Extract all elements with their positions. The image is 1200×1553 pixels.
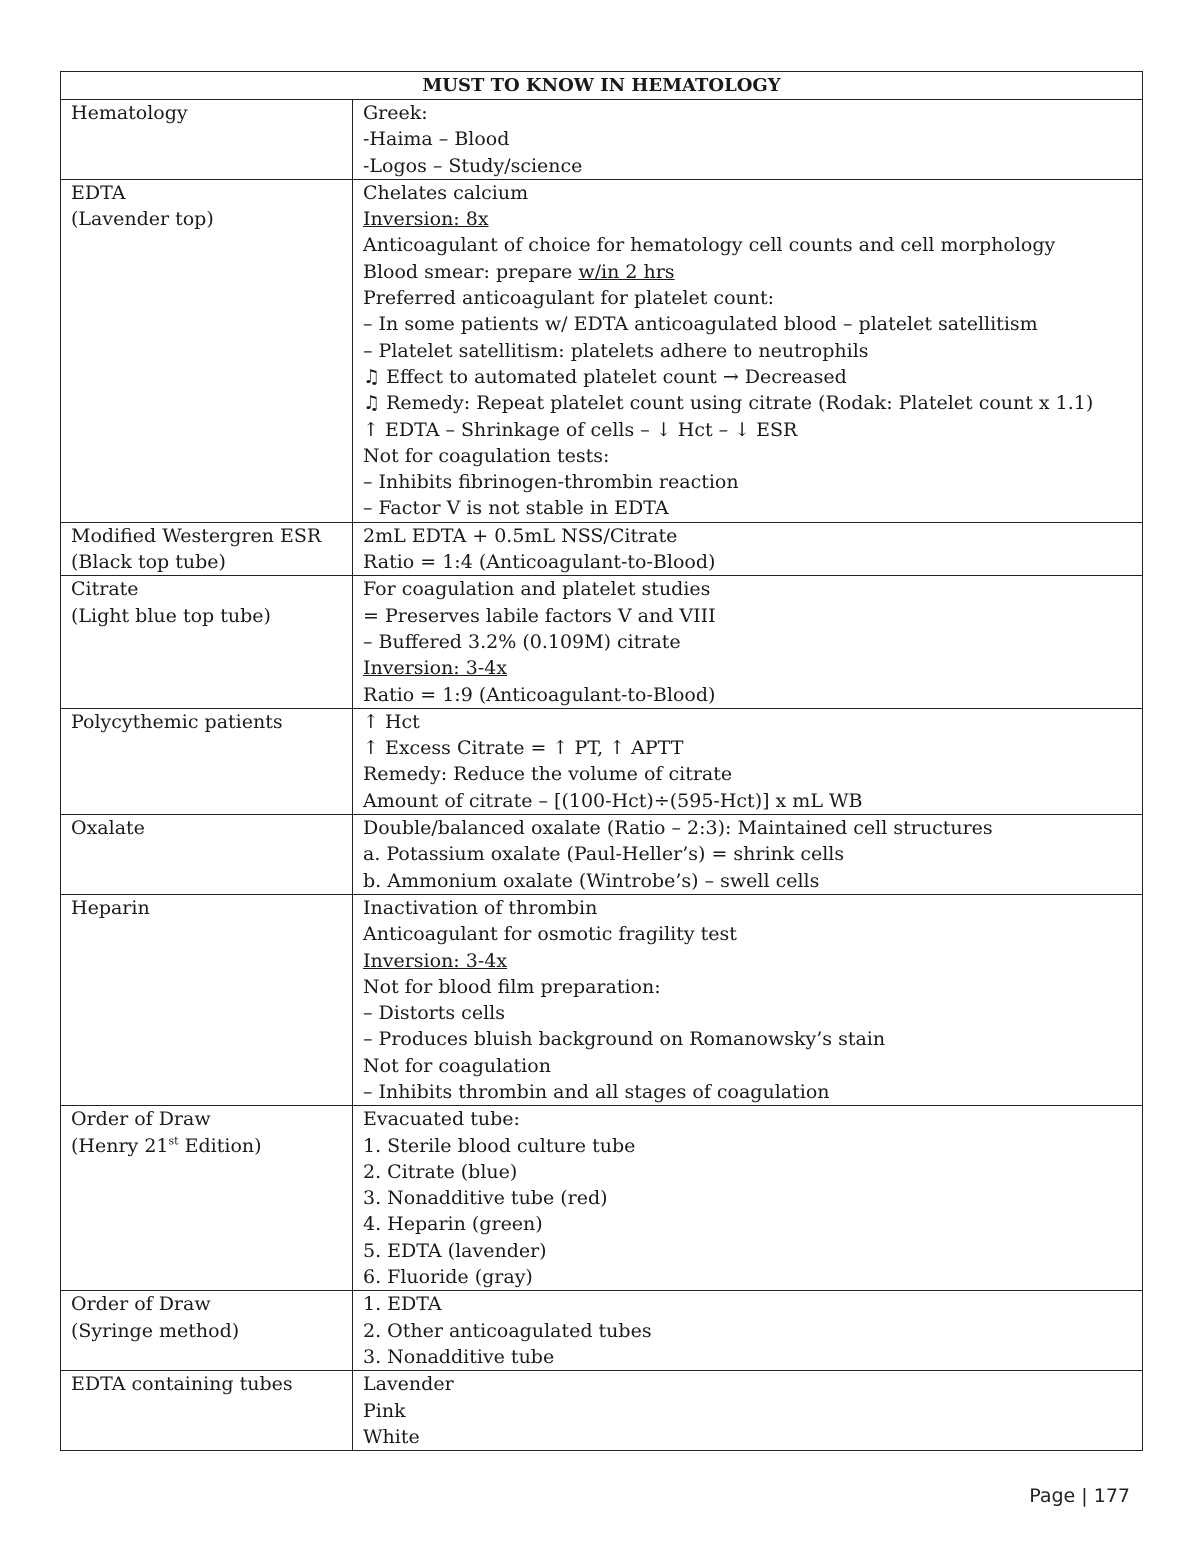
- detail-text: Not for coagulation tests:: [363, 444, 610, 467]
- term-cell: [61, 1371, 353, 1451]
- term-line: Order of Draw: [71, 1293, 211, 1316]
- detail-text: 2mL EDTA + 0.5mL NSS/Citrate: [363, 524, 678, 547]
- detail-line: [363, 469, 1134, 495]
- detail-line: [363, 629, 1134, 655]
- term-line: Modified Westergren ESR: [71, 524, 322, 547]
- detail-line: [363, 1159, 1134, 1185]
- detail-text: = Preserves labile factors V and VIII: [363, 604, 716, 627]
- detail-text: Evacuated tube:: [363, 1108, 520, 1131]
- term-cell: [61, 708, 353, 814]
- detail-line: [363, 921, 1134, 947]
- term-line: EDTA: [71, 181, 126, 204]
- detail-text: Inversion: 3-4x: [363, 949, 508, 972]
- detail-line: [363, 974, 1134, 1000]
- detail-text: – Produces bluish background on Romanowsky’s stain: [363, 1028, 886, 1051]
- detail-line: [363, 895, 1134, 921]
- detail-text: a. Potassium oxalate (Paul-Heller’s) = shrink cells: [363, 843, 845, 866]
- detail-line: [363, 259, 1134, 285]
- detail-text: – In some patients w/ EDTA anticoagulated blood – platelet satellitism: [363, 313, 1038, 336]
- table-body: [61, 100, 1143, 1451]
- detail-text: ↑ EDTA – Shrinkage of cells – ↓ Hct – ↓ ESR: [363, 418, 798, 441]
- detail-text: 2. Other anticoagulated tubes: [363, 1319, 652, 1342]
- term-cell: [61, 100, 353, 180]
- detail-line: [363, 761, 1134, 787]
- term-line: Hematology: [71, 102, 188, 124]
- term-line: Heparin: [71, 896, 150, 919]
- table-row: [61, 894, 1143, 1105]
- detail-line: [363, 655, 1134, 681]
- detail-text: 2. Citrate (blue): [363, 1160, 518, 1183]
- detail-text: Double/balanced oxalate (Ratio – 2:3): Maintained cell structures: [363, 817, 993, 840]
- detail-text: Preferred anticoagulant for platelet count:: [363, 287, 775, 310]
- detail-text: Not for coagulation: [363, 1054, 551, 1077]
- detail-text: -Haima – Blood: [363, 128, 510, 151]
- detail-line: [363, 576, 1134, 602]
- detail-text: Inversion: 3-4x: [363, 657, 508, 680]
- detail-line: [363, 1106, 1134, 1132]
- detail-text: Ratio = 1:4 (Anticoagulant-to-Blood): [363, 551, 716, 574]
- detail-text: – Inhibits fibrinogen-thrombin reaction: [363, 471, 739, 494]
- detail-line: [363, 1000, 1134, 1026]
- detail-line: [363, 788, 1134, 814]
- table-row: [61, 1371, 1143, 1451]
- details-cell: [353, 576, 1143, 708]
- details-cell: [353, 815, 1143, 895]
- detail-line: [363, 285, 1134, 311]
- detail-line: [363, 153, 1134, 179]
- term-line: (Lavender top): [71, 208, 214, 231]
- detail-line: [363, 682, 1134, 708]
- detail-line: [363, 495, 1134, 521]
- table-row: [61, 576, 1143, 708]
- detail-text: Inversion: 8x: [363, 208, 489, 231]
- table-row: [61, 179, 1143, 522]
- detail-text: 4. Heparin (green): [363, 1213, 543, 1236]
- page-number: Page | 177: [1029, 1485, 1130, 1507]
- detail-text: – Inhibits thrombin and all stages of coagulation: [363, 1080, 830, 1103]
- detail-line: [363, 1211, 1134, 1237]
- detail-text: -Logos – Study/science: [363, 154, 583, 177]
- detail-text: b. Ammonium oxalate (Wintrobe’s) – swell cells: [363, 869, 820, 892]
- detail-text: Chelates calcium: [363, 181, 529, 204]
- detail-text: For coagulation and platelet studies: [363, 578, 711, 601]
- detail-line: [363, 1238, 1134, 1264]
- detail-line: [363, 948, 1134, 974]
- detail-text: 1. EDTA: [363, 1293, 442, 1316]
- detail-line: [363, 1053, 1134, 1079]
- detail-line: [363, 1371, 1134, 1397]
- detail-line: [363, 311, 1134, 337]
- detail-text: ↑ Excess Citrate = ↑ PT, ↑ APTT: [363, 737, 684, 760]
- detail-text: Not for blood film preparation:: [363, 975, 661, 998]
- detail-line: [363, 841, 1134, 867]
- detail-line: [363, 709, 1134, 735]
- detail-text: ♫ Remedy: Repeat platelet count using citrate (Rodak: Platelet count x 1.1): [363, 392, 1094, 415]
- table-title: MUST TO KNOW IN HEMATOLOGY: [61, 72, 1143, 100]
- detail-line: [363, 1026, 1134, 1052]
- detail-text: Anticoagulant of choice for hematology cell counts and cell morphology: [363, 234, 1056, 257]
- detail-line: [363, 1079, 1134, 1105]
- hematology-table: [60, 71, 1143, 1451]
- detail-text: – Buffered 3.2% (0.109M) citrate: [363, 630, 681, 653]
- detail-text: 6. Fluoride (gray): [363, 1266, 533, 1289]
- detail-line: [363, 1344, 1134, 1370]
- term-line: EDTA containing tubes: [71, 1373, 293, 1396]
- detail-line: [363, 417, 1134, 443]
- detail-text: – Distorts cells: [363, 1002, 505, 1025]
- detail-text: Remedy: Reduce the volume of citrate: [363, 763, 733, 786]
- detail-text: Inactivation of thrombin: [363, 896, 598, 919]
- table-row: [61, 100, 1143, 180]
- detail-line: [363, 815, 1134, 841]
- detail-text: Lavender: [363, 1373, 454, 1396]
- term-line: Citrate: [71, 578, 139, 601]
- details-cell: [353, 1106, 1143, 1291]
- table-row: [61, 815, 1143, 895]
- detail-line: [363, 1318, 1134, 1344]
- detail-text: – Factor V is not stable in EDTA: [363, 497, 669, 520]
- detail-line: [363, 1291, 1134, 1317]
- detail-text: Blood smear: prepare: [363, 260, 579, 283]
- detail-line: [363, 868, 1134, 894]
- detail-line: [363, 206, 1134, 232]
- detail-line: [363, 1398, 1134, 1424]
- detail-text: ↑ Hct: [363, 710, 420, 733]
- detail-text: 1. Sterile blood culture tube: [363, 1134, 636, 1157]
- term-cell: [61, 894, 353, 1105]
- detail-line: [363, 1185, 1134, 1211]
- detail-line: [363, 126, 1134, 152]
- detail-text: ♫ Effect to automated platelet count → Decreased: [363, 365, 847, 388]
- details-cell: [353, 1291, 1143, 1371]
- term-line: (Black top tube): [71, 551, 226, 574]
- table-row: [61, 708, 1143, 814]
- table-row: [61, 1106, 1143, 1291]
- term-cell: [61, 179, 353, 522]
- detail-text: 5. EDTA (lavender): [363, 1239, 547, 1262]
- detail-line: [363, 443, 1134, 469]
- detail-underlined-text: w/in 2 hrs: [578, 260, 675, 283]
- detail-line: [363, 232, 1134, 258]
- details-cell: [353, 522, 1143, 576]
- term-line: Order of Draw: [71, 1108, 211, 1131]
- term-line: Oxalate: [71, 817, 145, 840]
- details-cell: [353, 894, 1143, 1105]
- details-cell: [353, 100, 1143, 180]
- term-cell: [61, 576, 353, 708]
- detail-line: [363, 338, 1134, 364]
- term-cell: [61, 815, 353, 895]
- detail-text: – Platelet satellitism: platelets adhere to neutrophils: [363, 339, 869, 362]
- details-cell: [353, 708, 1143, 814]
- term-cell: [61, 522, 353, 576]
- detail-text: Greek:: [363, 102, 428, 124]
- details-cell: [353, 1371, 1143, 1451]
- table-row: [61, 522, 1143, 576]
- table-row: [61, 1291, 1143, 1371]
- detail-text: Pink: [363, 1399, 406, 1422]
- detail-line: [363, 549, 1134, 575]
- term-cell: [61, 1291, 353, 1371]
- term-line: Polycythemic patients: [71, 710, 283, 733]
- detail-line: [363, 735, 1134, 761]
- term-cell: [61, 1106, 353, 1291]
- table-title-row: [61, 72, 1143, 100]
- detail-line: [363, 1424, 1134, 1450]
- detail-line: [363, 364, 1134, 390]
- detail-line: [363, 603, 1134, 629]
- detail-line: [363, 180, 1134, 206]
- detail-line: [363, 1264, 1134, 1290]
- detail-text: 3. Nonadditive tube: [363, 1345, 555, 1368]
- term-line: (Syringe method): [71, 1319, 240, 1342]
- detail-line: [363, 100, 1134, 126]
- detail-text: White: [363, 1425, 420, 1448]
- detail-text: Amount of citrate – [(100-Hct)÷(595-Hct)] x mL WB: [363, 789, 863, 812]
- term-line: (Henry 21st Edition): [71, 1134, 262, 1157]
- detail-line: [363, 1133, 1134, 1159]
- detail-text: Anticoagulant for osmotic fragility test: [363, 923, 737, 946]
- detail-line: [363, 390, 1134, 416]
- detail-text: Ratio = 1:9 (Anticoagulant-to-Blood): [363, 683, 716, 706]
- detail-line: [363, 523, 1134, 549]
- term-line: (Light blue top tube): [71, 604, 271, 627]
- details-cell: [353, 179, 1143, 522]
- detail-text: 3. Nonadditive tube (red): [363, 1187, 608, 1210]
